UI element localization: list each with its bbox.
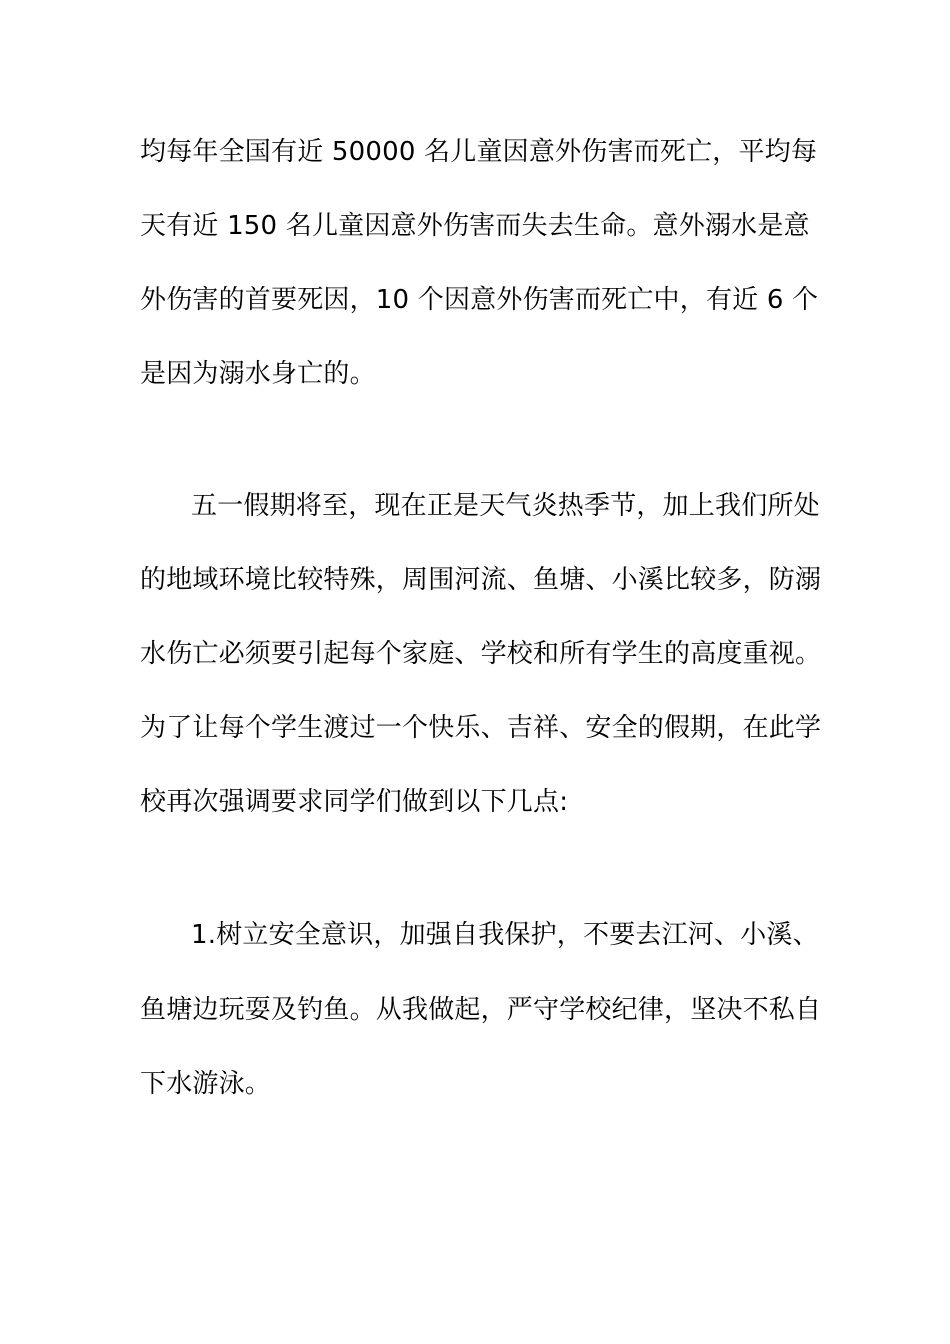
paragraph-line: 下水游泳。 [140, 1069, 272, 1099]
paragraph-line: 均每年全国有近 50000 名儿童因意外伤害而死亡，平均每 [140, 137, 818, 167]
paragraph-line: 鱼塘边玩耍及钓鱼。从我做起，严守学校纪律，坚决不私自 [140, 995, 822, 1025]
paragraph-line: 是因为溺水身亡的。 [140, 359, 376, 389]
paragraph-line: 天有近 150 名儿童因意外伤害而失去生命。意外溺水是意 [140, 211, 810, 241]
paragraph-line: 1.树立安全意识，加强自我保护，不要去江河、小溪、 [191, 920, 819, 950]
paragraph-line: 五一假期将至，现在正是天气炎热季节，加上我们所处 [191, 491, 820, 521]
paragraph-line: 水伤亡必须要引起每个家庭、学校和所有学生的高度重视。 [140, 639, 822, 669]
paragraph-line: 校再次强调要求同学们做到以下几点: [140, 787, 569, 817]
paragraph-line: 外伤害的首要死因，10 个因意外伤害而死亡中，有近 6 个 [140, 285, 819, 315]
paragraph-line: 为了让每个学生渡过一个快乐、吉祥、安全的假期，在此学 [140, 713, 822, 743]
paragraph-line: 的地域环境比较特殊，周围河流、鱼塘、小溪比较多，防溺 [140, 565, 822, 595]
